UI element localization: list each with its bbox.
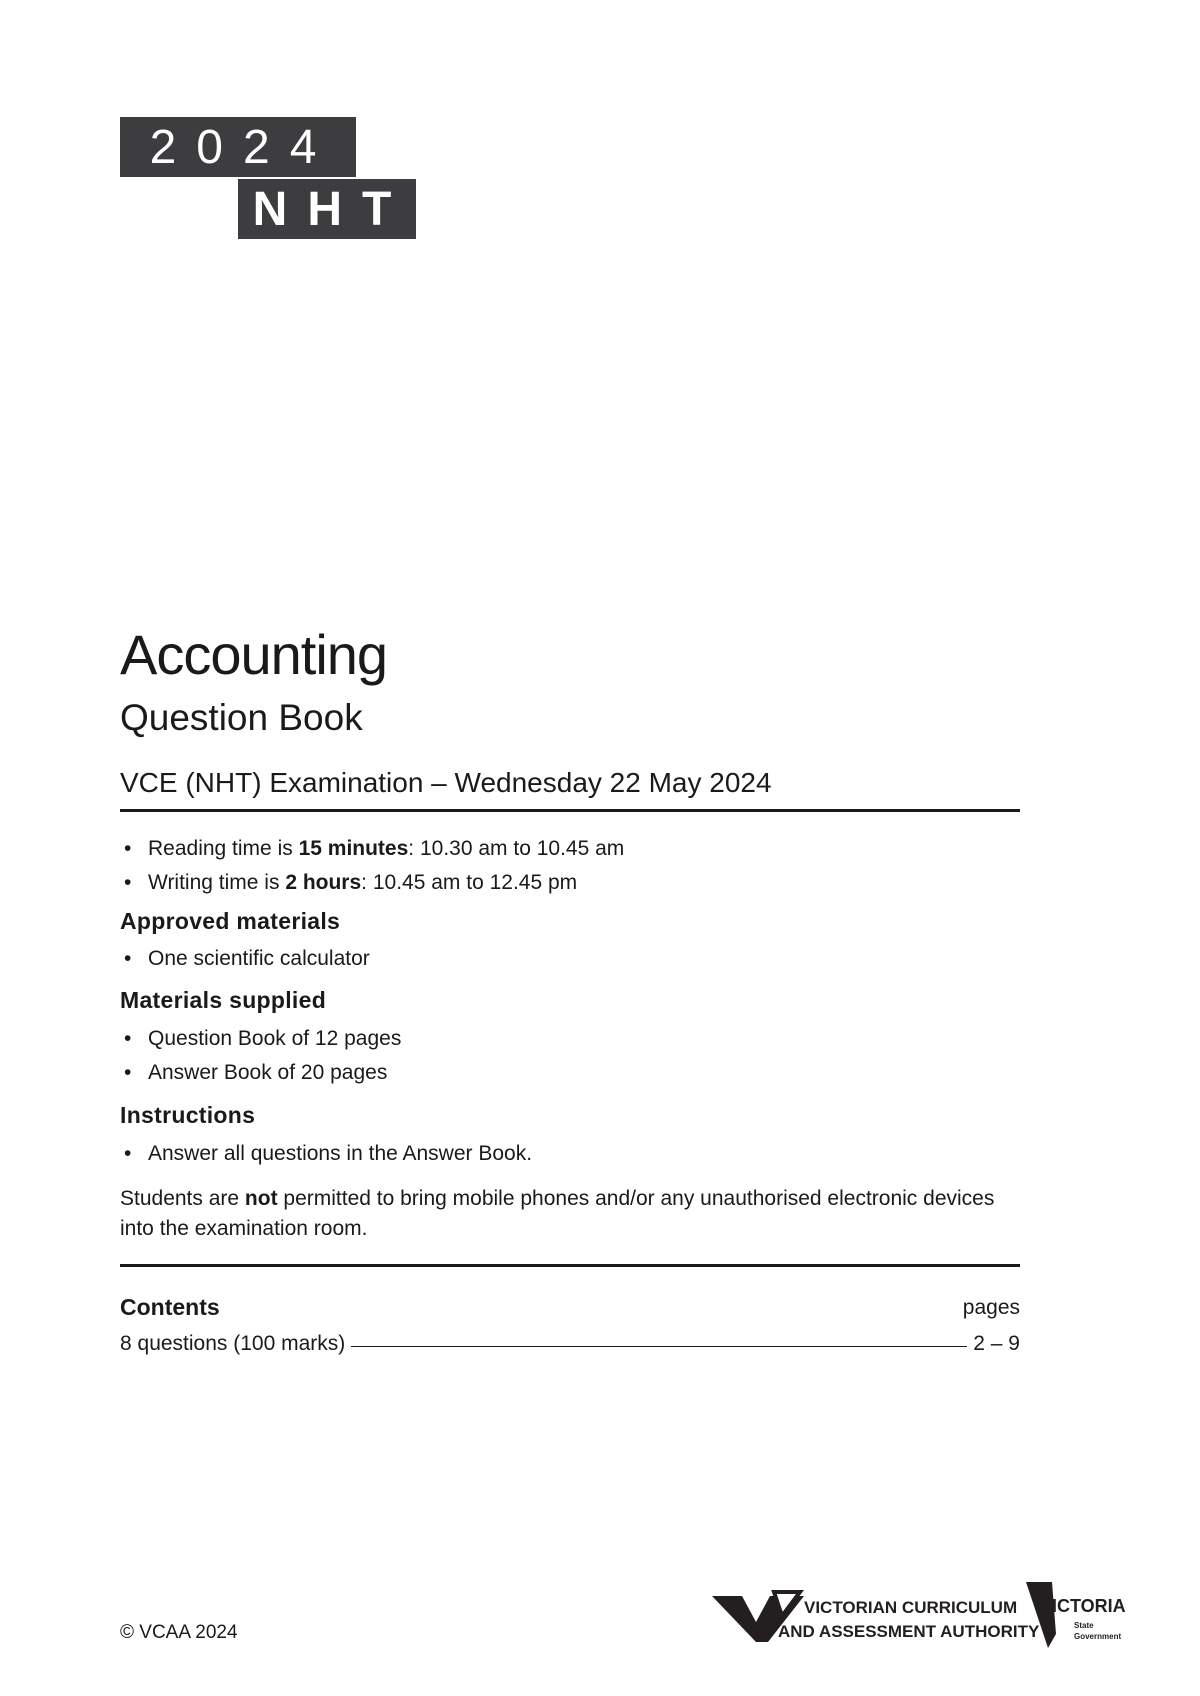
approved-materials-list: [120, 942, 1020, 976]
copyright-text: © VCAA 2024: [120, 1622, 238, 1643]
contents-heading: Contents: [120, 1294, 220, 1320]
instructions-list: [120, 1137, 1020, 1171]
writing-time-item: • Writing time is 2 hours: 10.45 am to 12.45 pm: [120, 866, 1020, 900]
instructions-heading: Instructions: [120, 1102, 256, 1128]
svg-text:VICTORIAN CURRICULUM: VICTORIAN CURRICULUM: [804, 1598, 1018, 1617]
top-divider: [120, 809, 1020, 812]
devices-note: Students are not permitted to bring mobile phones and/or any unauthorised electronic devices into the examination room.: [120, 1187, 995, 1240]
svg-text:State: State: [1074, 1621, 1094, 1630]
list-item: • Answer Book of 20 pages: [120, 1056, 1020, 1090]
contents-row: [120, 1332, 1020, 1356]
reading-time-item: • Reading time is 15 minutes: 10.30 am to 10.45 am: [120, 832, 1020, 866]
exam-date-line: VCE (NHT) Examination – Wednesday 22 May 2024: [120, 767, 772, 798]
leader-line: [351, 1346, 967, 1347]
pages-heading: pages: [962, 1296, 1020, 1319]
year-text: 2024: [149, 120, 337, 174]
bottom-divider: [120, 1264, 1020, 1267]
year-badge: [120, 117, 356, 177]
contents-row-pages: 2 – 9: [973, 1332, 1020, 1355]
vcaa-logo-icon: [712, 1588, 1040, 1646]
nht-badge: [238, 179, 416, 239]
book-title: Question Book: [120, 697, 363, 738]
svg-text:AND ASSESSMENT AUTHORITY: AND ASSESSMENT AUTHORITY: [778, 1622, 1040, 1641]
time-list: [120, 832, 1020, 900]
list-item: • One scientific calculator: [120, 942, 1020, 976]
list-item: • Answer all questions in the Answer Book.: [120, 1137, 1020, 1171]
list-item: • Question Book of 12 pages: [120, 1022, 1020, 1056]
svg-text:VICTORIA: VICTORIA: [1040, 1596, 1126, 1616]
materials-supplied-heading: Materials supplied: [120, 987, 327, 1013]
nht-text: NHT: [252, 182, 412, 236]
svg-text:Government: Government: [1074, 1632, 1122, 1641]
materials-supplied-list: [120, 1022, 1020, 1090]
contents-row-label: 8 questions (100 marks): [120, 1332, 346, 1355]
subject-title: Accounting: [120, 623, 388, 686]
approved-materials-heading: Approved materials: [120, 908, 341, 934]
victoria-state-government-logo-icon: [1026, 1582, 1136, 1648]
